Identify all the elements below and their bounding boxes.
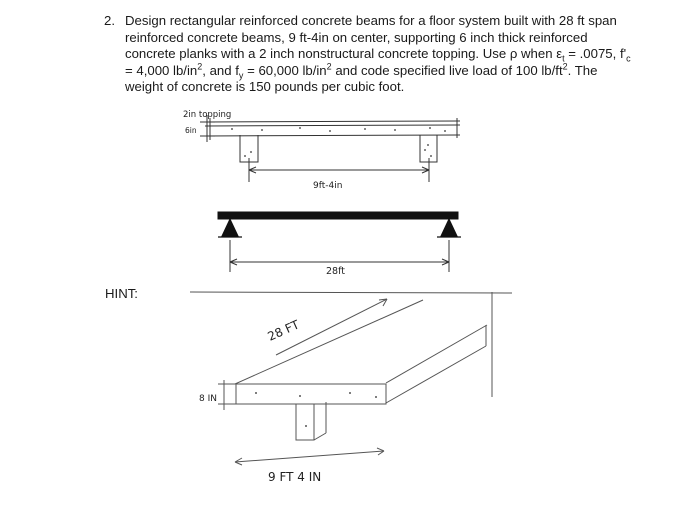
slab-thickness-label: 6in <box>185 126 197 135</box>
problem-line-1: Design rectangular reinforced concrete beams for a floor system built with 28 ft span <box>125 13 617 28</box>
text-segment: . The <box>567 62 598 78</box>
slab-front-face <box>236 384 386 404</box>
span-label: 28 FT <box>265 317 302 344</box>
text-segment: , and f <box>202 62 239 78</box>
hint-perspective-sketch <box>190 292 512 465</box>
right-support-icon <box>441 219 457 236</box>
text-segment: = 60,000 lb/in <box>243 62 327 78</box>
subscript: c <box>626 53 631 64</box>
superscript: 2 <box>562 61 568 72</box>
beam-spacing-label: 9ft-4in <box>313 181 343 191</box>
depth-label: 8 IN <box>199 394 217 404</box>
problem-line-5: weight of concrete is 150 pounds per cubic foot. <box>125 79 405 95</box>
left-beam-outline <box>240 135 258 162</box>
right-beam-outline <box>420 135 437 162</box>
slab-bottom-line <box>205 135 460 136</box>
beam-stem-depth <box>314 433 326 440</box>
aggregate-dots <box>231 127 446 157</box>
text-segment: concrete planks with a 2 inch nonstructural concrete topping. Use ρ when ε <box>125 46 563 62</box>
span-label: 28ft <box>326 266 345 277</box>
left-support-icon <box>222 219 238 236</box>
spacing-label: 9 FT 4 IN <box>268 470 322 484</box>
beam-line <box>218 212 458 219</box>
text-segment: = 4,000 lb/in <box>125 62 198 78</box>
floor-cross-section-sketch <box>200 115 460 182</box>
superscript: 2 <box>197 61 203 72</box>
topping-label: 2in topping <box>183 110 232 120</box>
text-segment: = .0075, f' <box>564 46 627 62</box>
reference-line-horizontal <box>190 292 512 293</box>
hint-label: HINT: <box>105 286 138 301</box>
simple-beam-sketch <box>218 212 461 272</box>
superscript: 2 <box>326 61 332 72</box>
text-segment: and code specified live load of 100 lb/ft <box>331 62 563 78</box>
problem-line-2: reinforced concrete beams, 9 ft-4in on center, supporting 6 inch thick reinforced <box>125 29 588 45</box>
subscript: y <box>238 70 244 81</box>
topping-top-line <box>205 121 460 122</box>
spacing-dimension-line <box>235 451 384 462</box>
problem-number: 2. <box>104 13 115 28</box>
slab-top-back-edge <box>235 300 423 384</box>
beam-stem <box>296 404 314 440</box>
subscript: t <box>562 53 565 64</box>
aggregate-dots <box>255 392 377 427</box>
topping-bottom-line <box>205 125 460 126</box>
